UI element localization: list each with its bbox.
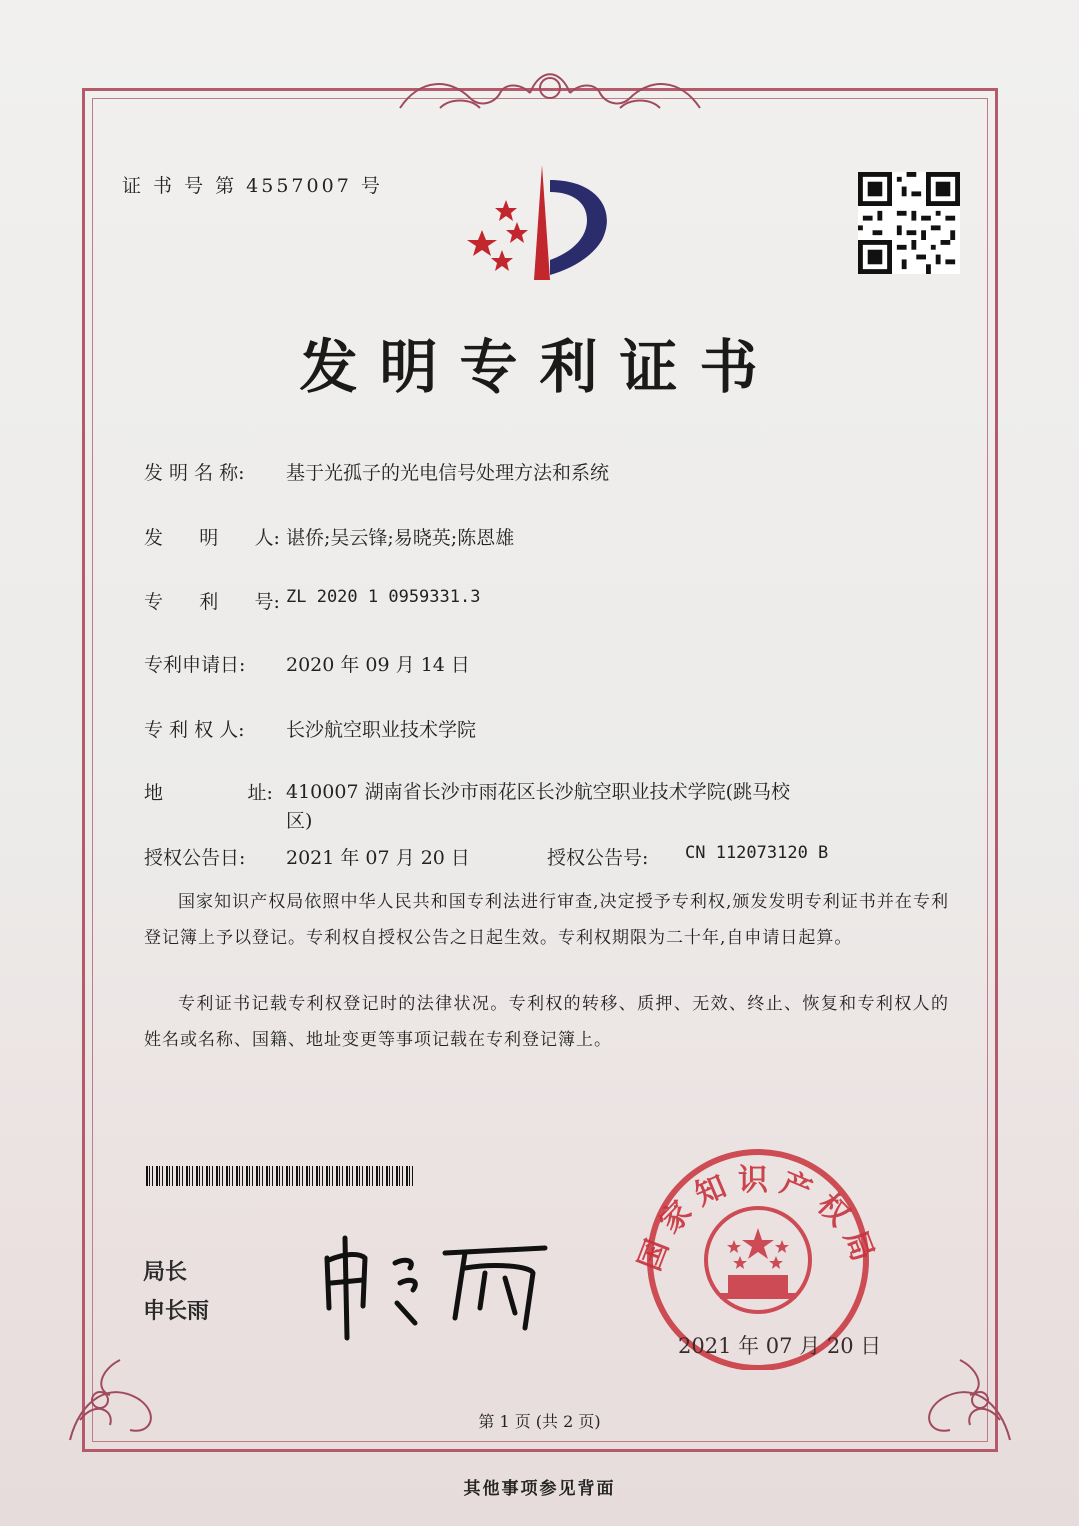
application-date-value: 2020 年 09 月 14 日 <box>286 654 470 676</box>
address-value: 410007 湖南省长沙市雨花区长沙航空职业技术学院(跳马校区) <box>286 781 790 832</box>
grant-date-row <box>144 843 470 870</box>
director-signature <box>315 1228 555 1348</box>
top-ornament <box>380 58 720 118</box>
address-label: 地 址: <box>144 782 273 804</box>
invention-name-label: 发 明 名 称: <box>144 462 245 484</box>
application-date-label: 专利申请日: <box>144 654 246 676</box>
back-note: 其他事项参见背面 <box>463 1479 616 1499</box>
inventors-label: 发 明 人: <box>144 527 280 549</box>
patent-office-logo <box>462 160 622 285</box>
page-number: 第 1 页 (共 2 页) <box>478 1412 601 1431</box>
seal-date: 2021 年 07 月 20 日 <box>678 1334 882 1358</box>
invention-name-row <box>144 458 609 485</box>
inventors-row <box>144 523 514 550</box>
certificate-number: 证 书 号 第 4557007 号 <box>122 175 383 197</box>
bottom-left-ornament <box>60 1340 180 1450</box>
statement-paragraph-1: 国家知识产权局依照中华人民共和国专利法进行审查,决定授予专利权,颁发发明专利证书并在专利登记簿上予以登记。专利权自授权公告之日起生效。专利权期限为二十年,自申请日起算。 <box>144 892 949 948</box>
director-name: 申长雨 <box>143 1299 210 1324</box>
patent-number-row <box>144 587 480 614</box>
grant-number-row <box>547 843 828 870</box>
director-title: 局长 <box>143 1260 188 1285</box>
grant-number-label: 授权公告号: <box>547 847 649 869</box>
grant-date-label: 授权公告日: <box>144 847 246 869</box>
svg-text:国家知识产权局 <box>632 1163 883 1276</box>
qr-code <box>858 172 960 274</box>
patentee-row <box>144 715 476 742</box>
patent-number-label: 专 利 号: <box>144 591 280 613</box>
certificate-title: 发明专利证书 <box>299 333 780 401</box>
bottom-right-ornament <box>900 1340 1020 1450</box>
patentee-label: 专 利 权 人: <box>144 719 245 741</box>
grant-number-value: CN 112073120 B <box>685 843 829 863</box>
patentee-value: 长沙航空职业技术学院 <box>286 719 477 741</box>
inventors-value: 谌侨;吴云锋;易晓英;陈恩雄 <box>286 527 515 549</box>
seal-text: 国家知识产权局 <box>632 1163 884 1276</box>
patent-number-value: ZL 2020 1 0959331.3 <box>286 587 481 607</box>
invention-name-value: 基于光孤子的光电信号处理方法和系统 <box>286 462 610 484</box>
grant-date-value: 2021 年 07 月 20 日 <box>286 847 470 869</box>
statement-paragraph-2: 专利证书记载专利权登记时的法律状况。专利权的转移、质押、无效、终止、恢复和专利权人的姓名或名称、国籍、地址变更等事项记载在专利登记簿上。 <box>144 994 949 1050</box>
application-date-row <box>144 650 470 677</box>
barcode <box>146 1166 416 1186</box>
address-row <box>144 778 806 836</box>
